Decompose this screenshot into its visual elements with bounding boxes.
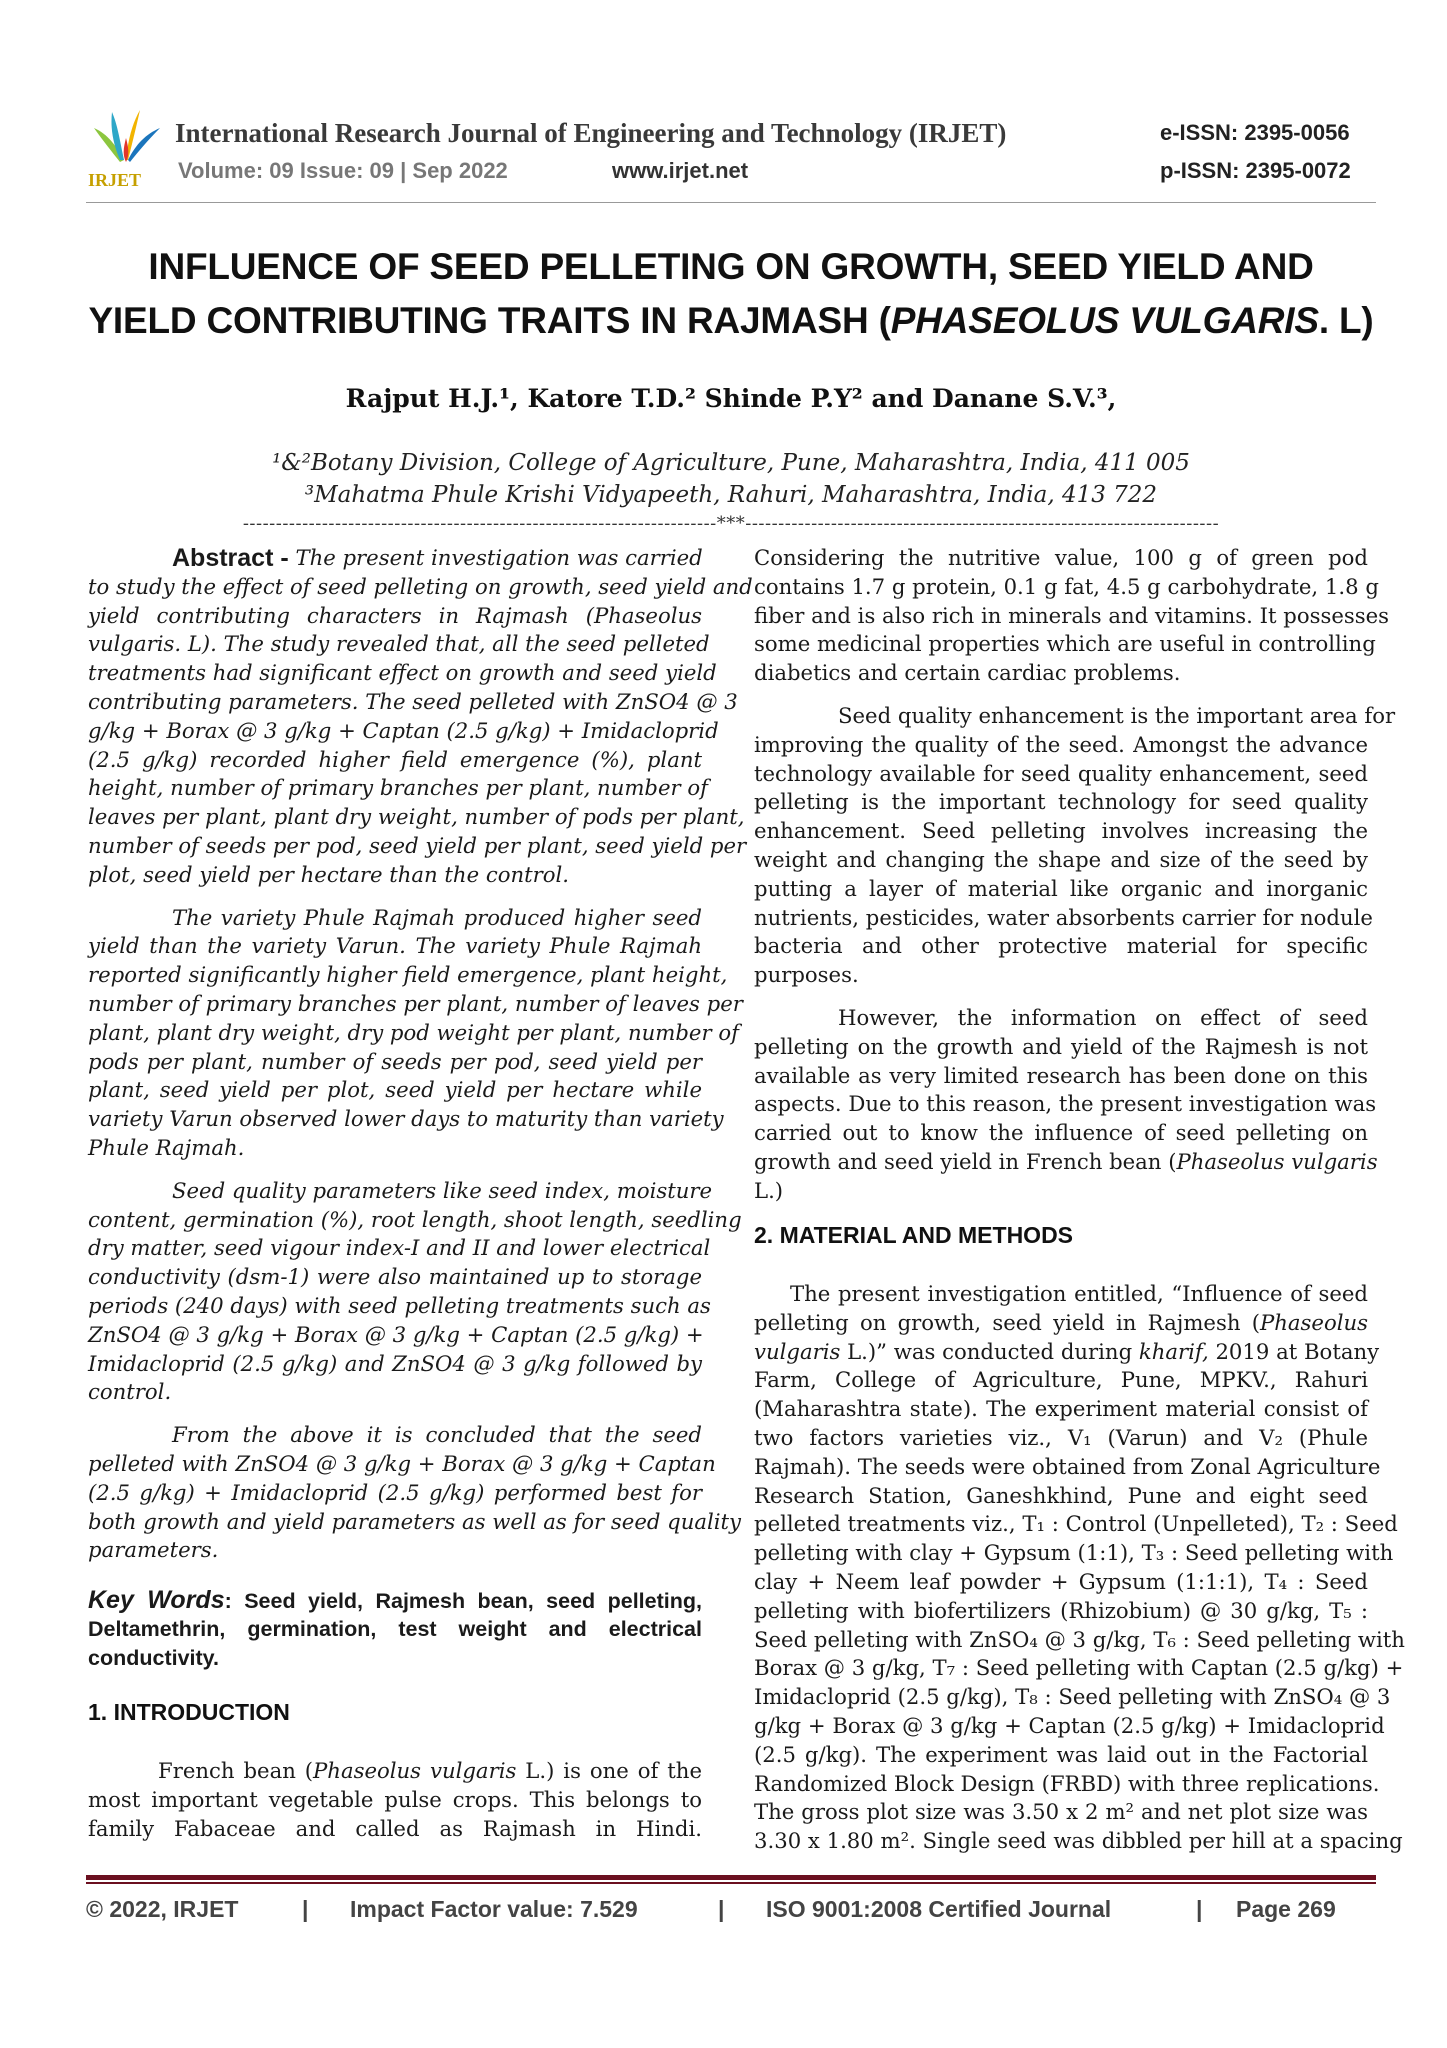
affiliation-2: ³Mahatma Phule Krishi Vidyapeeth, Rahuri, Maharashtra, India, 413 722 — [304, 482, 1158, 508]
paragraph-line: pelleting on the growth and yield of the Rajmesh is not — [754, 1033, 1368, 1059]
paragraph-line: available as very limited research has been done on this — [754, 1062, 1368, 1088]
footer-divider-1: | — [302, 1896, 309, 1922]
logo-leaves-icon — [94, 110, 160, 162]
authors: Rajput H.J.¹, Katore T.D.² Shinde P.Y² and Danane S.V.³, — [345, 384, 1117, 413]
abstract-line: contributing parameters. The seed pelleted with ZnSO4 @ 3 — [88, 688, 738, 714]
abstract-line: content, germination (%), root length, shoot length, seedling — [88, 1206, 742, 1232]
volume-issue: Volume: 09 Issue: 09 | Sep 2022 — [178, 158, 508, 183]
paragraph-line: improving the quality of the seed. Amongst the advance — [754, 731, 1368, 757]
abstract-line: periods (240 days) with seed pelleting treatments such as — [88, 1292, 711, 1318]
keywords-label: Key Words — [88, 1586, 225, 1614]
paragraph-line: nutrients, pesticides, water absorbents carrier for nodule — [754, 904, 1373, 930]
footer-divider-3: | — [1196, 1896, 1203, 1922]
abstract-heading: Abstract - — [172, 544, 289, 572]
abstract-line: to study the effect of seed pelleting on growth, seed yield and — [88, 573, 753, 599]
logo-text: IRJET — [88, 170, 142, 190]
abstract-line: parameters. — [88, 1537, 219, 1563]
abstract-line: yield than the variety Varun. The variety Phule Rajmah — [88, 933, 702, 959]
abstract-line: conductivity (dsm-1) were also maintained up to storage — [88, 1264, 702, 1290]
abstract-line: reported significantly higher field emergence, plant height, — [88, 962, 728, 988]
paragraph-line: bacteria and other protective material for specific — [754, 933, 1368, 959]
abstract-line: plant, plant dry weight, dry pod weight per plant, number of — [88, 1019, 739, 1045]
section-heading-introduction: 1. INTRODUCTION — [88, 1699, 290, 1725]
abstract-line: leaves per plant, plant dry weight, number of pods per plant, — [88, 804, 745, 830]
abstract-line: Imidacloprid (2.5 g/kg) and ZnSO4 @ 3 g/kg followed by — [88, 1350, 702, 1376]
keywords: Key Words: Seed yield, Rajmesh bean, seed pelleting, Deltamethrin, germination, test weight and electrical conductivity. — [88, 1586, 702, 1670]
paragraph-line: enhancement. Seed pelleting involves increasing the — [754, 818, 1368, 844]
footer-iso: ISO 9001:2008 Certified Journal — [766, 1896, 1112, 1922]
abstract-line: height, number of primary branches per plant, number of — [88, 775, 708, 801]
right-column-text — [754, 544, 1396, 1206]
paragraph-line: technology available for seed quality enhancement, seed — [754, 760, 1368, 786]
p-issn: p-ISSN: 2395-0072 — [1160, 158, 1351, 183]
header-divider — [86, 202, 1376, 203]
paper-title-line1: INFLUENCE OF SEED PELLETING ON GROWTH, SEED YIELD AND — [148, 246, 1314, 287]
paragraph-line: contains 1.7 g protein, 0.1 g fat, 4.5 g carbohydrate, 1.8 g — [754, 573, 1379, 599]
footer-impact-factor: Impact Factor value: 7.529 — [350, 1896, 638, 1922]
section-separator: ------------------------------------------------------------------------***------------------------------------------------------------------------ — [242, 513, 1220, 534]
introduction-text: French bean (Phaseolus vulgaris L.) is one of the most important vegetable pulse crops. This belongs to family Fabaceae and called as Rajmash in Hindi. — [88, 1758, 702, 1841]
abstract-line: control. — [88, 1379, 172, 1405]
paragraph-line: purposes. — [754, 962, 859, 988]
paragraph-line: fiber and is also rich in minerals and vitamins. It possesses — [754, 602, 1390, 628]
footer-divider-thick — [86, 1875, 1376, 1880]
paragraph-line: However, the information on effect of seed — [838, 1004, 1368, 1030]
section-heading-material-methods: 2. MATERIAL AND METHODS — [754, 1222, 1074, 1248]
footer-divider-2: | — [718, 1896, 725, 1922]
abstract-line: ZnSO4 @ 3 g/kg + Borax @ 3 g/kg + Captan (2.5 g/kg) + — [88, 1321, 704, 1347]
paper-title-line2: YIELD CONTRIBUTING TRAITS IN RAJMASH (PHASEOLUS VULGARIS. L) — [88, 300, 1374, 341]
abstract-line: dry matter, seed vigour index-I and II and lower electrical — [88, 1235, 711, 1261]
paragraph-line: aspects. Due to this reason, the present investigation was — [754, 1091, 1377, 1117]
footer-divider-thin — [86, 1882, 1376, 1884]
abstract-line: treatments had significant effect on growth and seed yield — [88, 660, 717, 686]
abstract-line: number of primary branches per plant, number of leaves per — [88, 990, 743, 1016]
abstract — [88, 544, 753, 1565]
abstract-line: vulgaris. L). The study revealed that, all the seed pelleted — [88, 631, 710, 657]
footer-copyright: © 2022, IRJET — [86, 1896, 239, 1922]
irjet-logo — [86, 108, 164, 190]
abstract-line: (2.5 g/kg) recorded higher field emergence (%), plant — [88, 746, 702, 772]
abstract-line: Abstract - The present investigation was carried — [88, 544, 702, 573]
abstract-line: variety Varun observed lower days to maturity than variety — [88, 1106, 724, 1132]
abstract-line: The variety Phule Rajmah produced higher seed — [172, 904, 702, 930]
paragraph-line: L.) — [754, 1177, 784, 1203]
abstract-line: pelleted with ZnSO4 @ 3 g/kg + Borax @ 3 g/kg + Captan — [88, 1450, 716, 1476]
paragraph-line: Considering the nutritive value, 100 g of green pod — [754, 545, 1368, 570]
paragraph-line: carried out to know the influence of seed pelleting on — [754, 1120, 1368, 1146]
paragraph-line: pelleting is the important technology for seed quality — [754, 789, 1368, 815]
abstract-line: both growth and yield parameters as well as for seed quality — [88, 1508, 742, 1534]
abstract-line: Phule Rajmah. — [88, 1134, 245, 1160]
journal-website-link[interactable]: www.irjet.net — [612, 158, 749, 183]
journal-title: International Research Journal of Engineering and Technology (IRJET) — [175, 118, 1007, 148]
abstract-line: yield contributing characters in Rajmash (Phaseolus — [88, 602, 702, 628]
abstract-line: plot, seed yield per hectare than the control. — [88, 861, 570, 887]
e-issn: e-ISSN: 2395-0056 — [1160, 120, 1350, 145]
paragraph-line: growth and seed yield in French bean (Phaseolus vulgaris — [754, 1148, 1378, 1174]
paragraph-line: Seed quality enhancement is the important area for — [838, 702, 1396, 728]
methods-text: The present investigation entitled, “Influence of seed pelleting on growth, seed yield in Rajmesh (Phaseolus vulgaris L.)” was conducted during kharif, 2019 at Botany Farm, College of Agriculture, Pune, MPKV., Rahuri (Maharashtra state). The experiment material consist of two factors varieties viz., V₁ (Varun) and V₂ (Phule Rajmah). The seeds were obtained from Zonal Agriculture Research Station, Ganeshkhind, Pune and eight seed pelleted treatments viz., T₁ : Control (Unpelleted), T₂ : Seed pelleting with clay + Gypsum (1:1), T₃ : Seed pelleting with clay + Neem leaf powder + Gypsum (1:1:1), T₄ : Seed pelleting with biofertilizers (Rhizobium) @ 30 g/kg, T₅ : Seed pelleting with ZnSO₄ @ 3 g/kg, T₆ : Seed pelleting with Borax @ 3 g/kg, T₇ : Seed pelleting with Captan (2.5 g/kg) + Imidacloprid (2.5 g/kg), T₈ : Seed pelleting with ZnSO₄ @ 3 g/kg + Borax @ 3 g/kg + Captan (2.5 g/kg) + Imidacloprid (2.5 g/kg). The experiment was laid out in the Factorial Randomized Block Design (FRBD) with three replications. The gross plot size was 3.50 x 2 m² and net plot size was 3.30 x 1.80 m². Single seed was dibbled per hill at a spacing — [754, 1281, 1405, 1854]
paragraph-line: some medicinal properties which are useful in controlling — [754, 631, 1376, 657]
affiliation-1: ¹&²Botany Division, College of Agriculture, Pune, Maharashtra, India, 411 005 — [272, 450, 1190, 476]
paragraph-line: putting a layer of material like organic and inorganic — [754, 875, 1368, 901]
abstract-line: From the above it is concluded that the seed — [172, 1422, 702, 1448]
abstract-line: Seed quality parameters like seed index, moisture — [172, 1177, 713, 1203]
abstract-line: g/kg + Borax @ 3 g/kg + Captan (2.5 g/kg) + Imidacloprid — [88, 717, 719, 743]
paragraph-line: weight and changing the shape and size of the seed by — [754, 846, 1368, 872]
footer-page-number: Page 269 — [1236, 1896, 1336, 1922]
abstract-line: number of seeds per pod, seed yield per plant, seed yield per — [88, 832, 747, 858]
abstract-line: plant, seed yield per plot, seed yield per hectare while — [88, 1077, 702, 1103]
abstract-line: pods per plant, number of seeds per pod, seed yield per — [88, 1048, 702, 1074]
paragraph-line: diabetics and certain cardiac problems. — [754, 660, 1181, 686]
abstract-line: (2.5 g/kg) + Imidacloprid (2.5 g/kg) performed best for — [88, 1479, 702, 1505]
